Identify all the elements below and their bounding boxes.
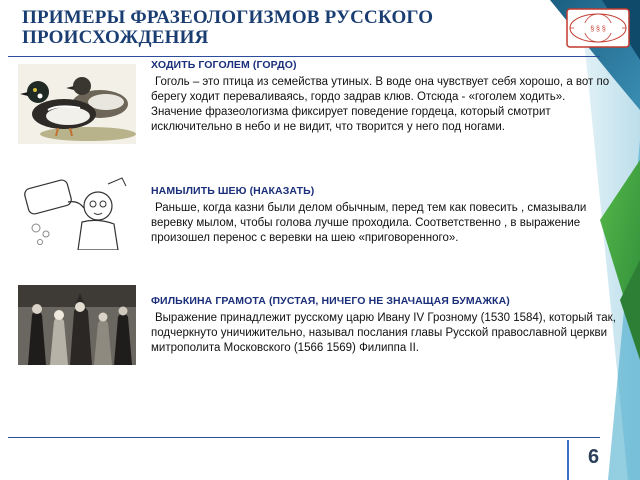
item-2-body: Раньше, когда казни были делом обычным, перед тем как повесить , смазывали веревку мылом, чтобы голова лучше проходила. Соответственно , в выражение произошел перенос с веревки на шею «приговоренного». — [151, 202, 587, 244]
duck-illustration — [18, 64, 136, 144]
item-1-heading: ХОДИТЬ ГОГОЛЕМ (ГОРДО) — [151, 59, 297, 71]
item-1-body: Гоголь – это птица из семейства утиных. В воде она чувствует себя хорошо, а вот по берегу ходит переваливаясь, гордо задрав клюв. Отсюда - «гоголем ходить». Значение фразеологизма фиксирует поведение гордеца, который смотрит исключительно в небо и не видит, что творится у него под ногами. — [151, 76, 610, 133]
item-1-text — [151, 58, 617, 135]
title-line-2: ПРОИСХОЖДЕНИЯ — [22, 27, 209, 48]
historical-engraving — [18, 285, 136, 365]
top-divider — [8, 56, 600, 57]
page-number: 6 — [588, 446, 600, 468]
item-3-heading: ФИЛЬКИНА ГРАМОТА (ПУСТАЯ, НИЧЕГО НЕ ЗНАЧАЩАЯ БУМАЖКА) — [151, 295, 510, 307]
svg-text:§ § §: § § § — [590, 26, 606, 33]
title-line-1: ПРИМЕРЫ ФРАЗЕОЛОГИЗМОВ РУССКОГО — [22, 7, 434, 28]
slide-title — [22, 8, 542, 48]
logo-badge — [566, 8, 630, 48]
item-2-heading: НАМЫЛИТЬ ШЕЮ (НАКАЗАТЬ) — [151, 185, 315, 197]
bottom-divider — [8, 437, 600, 438]
item-3-body: Выражение принадлежит русскому царю Ивану IV Грозному (1530 1584), который так, подчеркнуто уничижительно, называл послания главы Русской православной церкви митрополита Московского (1566 1569) Филиппа II. — [151, 312, 616, 354]
item-3-text — [151, 294, 617, 356]
item-2-text — [151, 184, 617, 246]
page-number-divider — [567, 440, 569, 480]
soaping-neck-cartoon — [18, 172, 136, 250]
